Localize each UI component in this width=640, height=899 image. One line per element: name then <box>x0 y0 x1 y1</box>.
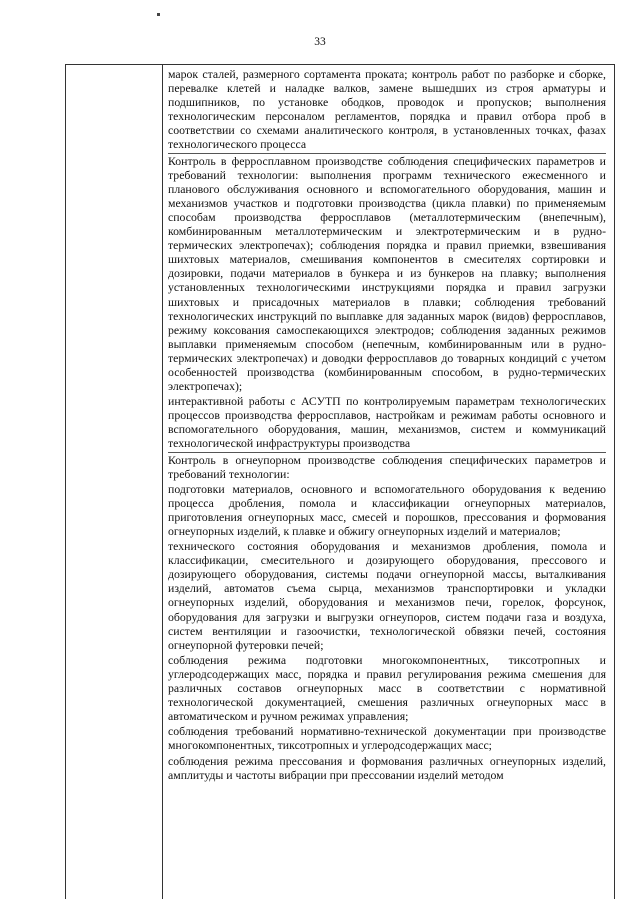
scan-speck <box>157 13 160 16</box>
paragraph-pressing-mode: соблюдения режима прессования и формования различных огнеупорных изделий, амплитуды и частоты вибрации при прессовании изделий методом <box>168 753 606 782</box>
paragraph-rolling-control: марок сталей, размерного сортамента проката; контроль работ по разборке и сборке, перевалке клетей и наладке валков, замене вышедших из строя арматуры и подшипников, по установке ободков, проводок и пропусков; выполнения технологическим персоналом регламентов, порядка и правил отбора проб в соответствии со схемами аналитического контроля, в установленных точках, фазах технологического процесса <box>168 67 606 154</box>
paragraph-ferroalloy-control: Контроль в ферросплавном производстве соблюдения специфических параметров и требований технологии: выполнения программ технического ежесменного и планового обслуживания основного и вспомогательного оборудования, машин и механизмов участков и подготовки производства (цикла плавки) по применяемым способам производства ферросплавов (металлотермическим (внепечным), комбинированным металлотермическим и электротермическим и в рудно-термических электропечах); соблюдения порядка и правил приемки, взвешивания шихтовых материалов, смешивания компонентов в смесителях сортировки и дозировки, подачи материалов в бункера и из бункеров на плавку; выполнения установленных технологическими инструкциями порядка и правил загрузки шихтовых и присадочных материалов в плавки; соблюдения требований технологических инструкций по выплавке для заданных марок (видов) ферросплавов, режиму коксования самоспекающихся электродов; соблюдения заданных режимов выплавки применяемым способом (непечным, комбинированным или в рудно-термических электропечах) и доводки ферросплавов до товарных кондиций с учетом особенностей производства (комбинированным способом, в рудно-термических электропечах); <box>168 153 606 394</box>
table-right-border <box>614 64 615 899</box>
paragraph-equipment-state: технического состояния оборудования и механизмов дробления, помола и классификации, смесительного и дозирующего оборудования, прессового и дозирующего оборудования, системы подачи огнеупорной массы, выталкивания изделий, автоматов съема сырца, механизмов транспортировки и укладки огнеупорных изделий, оборудования и механизмов печи, горелок, форсунок, оборудования для загрузки и выгрузки огнеупоров, систем подачи газа и воздуха, систем вентиляции и газоочистки, технологической обвязки печей, состояния огнеупорной футеровки печей; <box>168 539 606 652</box>
paragraph-asutp-work: интерактивной работы с АСУТП по контролируемым параметрам технологических процессов производства ферросплавов, настройкам и режимам работы основного и вспомогательного оборудования, машин, механизмов, систем и коммуникаций технологической инфраструктуры производства <box>168 394 606 452</box>
paragraph-refractory-heading: Контроль в огнеупорном производстве соблюдения специфических параметров и требований технологии: <box>168 452 606 481</box>
paragraph-materials-preparation: подготовки материалов, основного и вспомогательного оборудования к ведению процесса дробления, помола и классификации огнеупорных материалов, приготовления огнеупорных масс, смесей и порошков, прессования и формования огнеупорных изделий, к плавке и обжигу огнеупорных изделий и материалов; <box>168 481 606 538</box>
paragraph-ntd-requirements: соблюдения требований нормативно-технической документации при производстве многокомпонентных, тиксотропных и углеродсодержащих масс; <box>168 724 606 753</box>
paragraph-mixing-mode: соблюдения режима подготовки многокомпонентных, тиксотропных и углеродсодержащих масс, порядка и правил регулирования режима смешения для различных составов огнеупорных масс в соответствии с нормативной технологической документацией, смешения различных огнеупорных масс в автоматическом и ручном режимах управления; <box>168 652 606 724</box>
table-left-column <box>65 64 163 899</box>
requirements-table <box>65 64 615 899</box>
table-right-column <box>168 67 606 783</box>
page-number: 33 <box>314 36 326 48</box>
